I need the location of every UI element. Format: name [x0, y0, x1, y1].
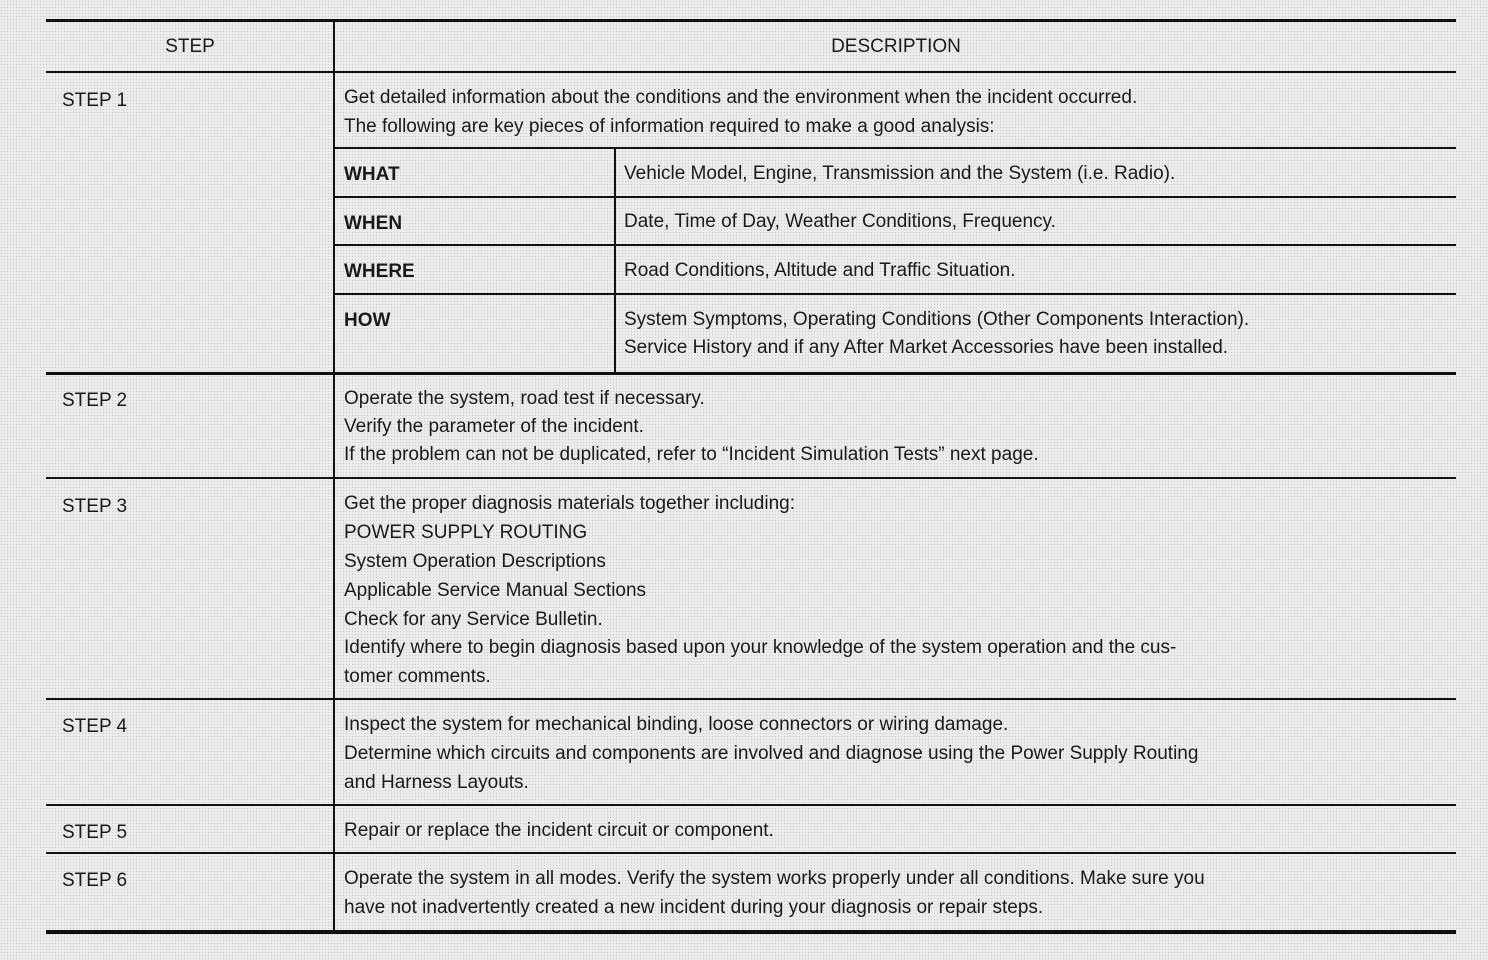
- step-label: STEP 1: [62, 90, 128, 111]
- subtable-value: Date, Time of Day, Weather Conditions, Frequency.: [624, 211, 1056, 232]
- step-description-line: Verify the parameter of the incident.: [344, 416, 644, 437]
- table-top-rule: [46, 19, 1456, 22]
- step-description-line: POWER SUPPLY ROUTING: [344, 522, 588, 543]
- step2-bottom-rule: [46, 477, 1456, 479]
- step-description-line: tomer comments.: [344, 666, 491, 687]
- subtable-value: Vehicle Model, Engine, Transmission and the System (i.e. Radio).: [624, 163, 1176, 184]
- subtable-value: Road Conditions, Altitude and Traffic Situation.: [624, 260, 1016, 281]
- header-step: STEP: [165, 36, 215, 57]
- step-description-line: Repair or replace the incident circuit or component.: [344, 820, 774, 841]
- subtable-rule-1: [334, 196, 1456, 198]
- subtable-key: WHAT: [344, 164, 400, 185]
- step-label: STEP 4: [62, 716, 128, 737]
- subtable-key: HOW: [344, 310, 391, 331]
- step-description-line: Operate the system, road test if necessary.: [344, 388, 705, 409]
- step-description-line: Identify where to begin diagnosis based upon your knowledge of the system operation and the cus-: [344, 637, 1177, 658]
- column-divider: [333, 22, 335, 932]
- header-description: DESCRIPTION: [831, 36, 961, 57]
- step-label: STEP 3: [62, 496, 128, 517]
- step-description-line: have not inadvertently created a new incident during your diagnosis or repair steps.: [344, 897, 1044, 918]
- subtable-top-rule: [334, 147, 1456, 149]
- step1-bottom-rule: [46, 372, 1456, 375]
- subtable-key: WHEN: [344, 213, 403, 234]
- step-description-line: Operate the system in all modes. Verify the system works properly under all conditions. Make sure you: [344, 868, 1205, 889]
- step-description-line: Check for any Service Bulletin.: [344, 609, 603, 630]
- subtable-key: WHERE: [344, 261, 415, 282]
- step-label: STEP 6: [62, 870, 128, 891]
- table-bottom-rule: [46, 930, 1456, 934]
- subtable-rule-2: [334, 244, 1456, 246]
- step-description-line: System Operation Descriptions: [344, 551, 606, 572]
- step3-bottom-rule: [46, 698, 1456, 700]
- step-description-line: If the problem can not be duplicated, refer to “Incident Simulation Tests” next page.: [344, 444, 1039, 465]
- step-description-line: Inspect the system for mechanical binding, loose connectors or wiring damage.: [344, 714, 1009, 735]
- subtable-value: Service History and if any After Market Accessories have been installed.: [624, 337, 1229, 358]
- step-label: STEP 2: [62, 390, 128, 411]
- step-description-line: Get the proper diagnosis materials together including:: [344, 493, 795, 514]
- step-description-line: and Harness Layouts.: [344, 772, 529, 793]
- subtable-rule-3: [334, 293, 1456, 295]
- step-label: STEP 5: [62, 822, 128, 843]
- step-description-line: Get detailed information about the conditions and the environment when the incident occurred.: [344, 87, 1138, 108]
- step-description-line: Applicable Service Manual Sections: [344, 580, 647, 601]
- step-description-line: The following are key pieces of information required to make a good analysis:: [344, 116, 995, 137]
- header-bottom-rule: [46, 71, 1456, 73]
- step5-bottom-rule: [46, 852, 1456, 854]
- step4-bottom-rule: [46, 804, 1456, 806]
- subtable-value: System Symptoms, Operating Conditions (Other Components Interaction).: [624, 309, 1250, 330]
- subtable-divider: [614, 147, 616, 373]
- step-description-line: Determine which circuits and components are involved and diagnose using the Power Supply Routing: [344, 743, 1199, 764]
